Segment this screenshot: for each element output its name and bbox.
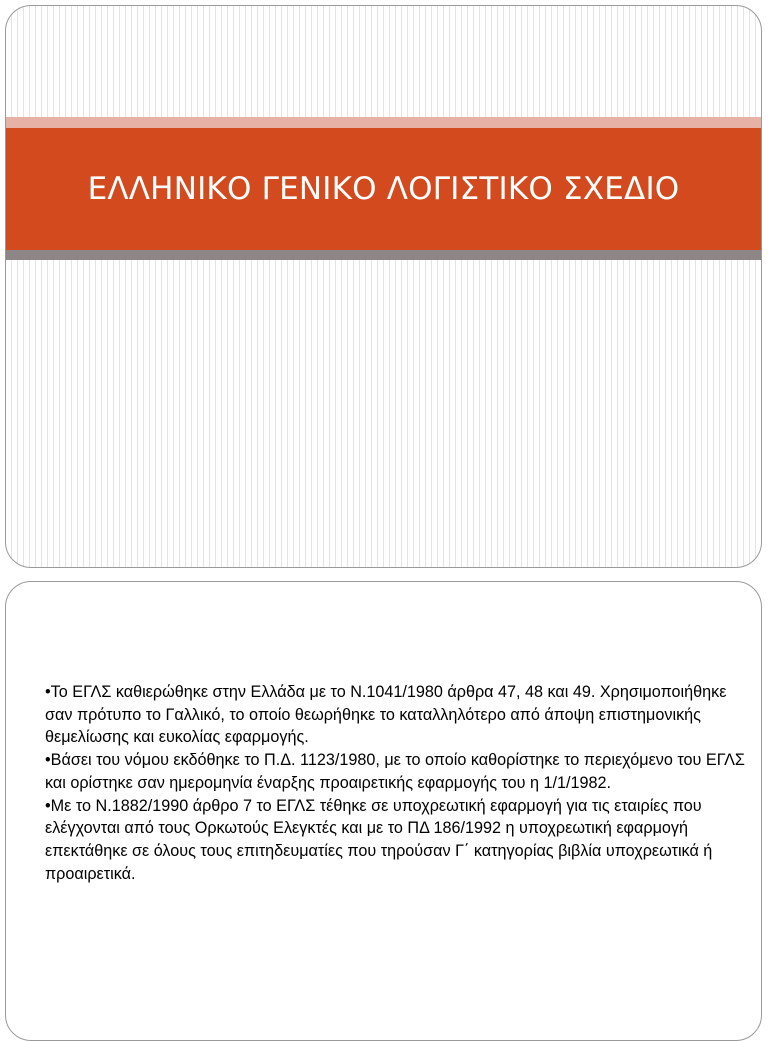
body-paragraph: •Βάσει του νόμου εκδόθηκε το Π.Δ. 1123/1980, με το οποίο καθορίστηκε το περιεχόμενο του ΕΓΛΣ και ορίστηκε σαν ημερομηνία έναρξης προαιρετικής εφαρμογής του η 1/1/1982. (45, 751, 745, 792)
content-slide (5, 581, 762, 1041)
slide-title: ΕΛΛΗΝΙΚΟ ΓΕΝΙΚΟ ΛΟΓΙΣΤΙΚΟ ΣΧΕΔΙΟ (87, 171, 680, 207)
slide-body-text (45, 681, 745, 885)
title-band-bottom-stripe (6, 250, 761, 260)
body-paragraph: •Με το Ν.1882/1990 άρθρο 7 το ΕΓΛΣ τέθηκε σε υποχρεωτική εφαρμογή για τις εταιρίες που ελέγχονται από τους Ορκωτούς Ελεγκτές και με το ΠΔ 186/1992 η υποχρεωτική εφαρμογή επεκτάθηκε σε όλους τους επιτηδευματίες που τηρούσαν Γ΄ κατηγορίας βιβλία υποχρεωτικά ή προαιρετικά. (45, 796, 713, 883)
title-band (6, 128, 761, 250)
title-band-top-stripe (6, 117, 761, 128)
title-slide (5, 5, 762, 568)
body-paragraph: •Το ΕΓΛΣ καθιερώθηκε στην Ελλάδα με το Ν.1041/1980 άρθρα 47, 48 και 49. Χρησιμοποιήθηκε σαν πρότυπο το Γαλλικό, το οποίο θεωρήθηκε το καταλληλότερο από άποψη επιστημονικής θεμελίωσης και ευκολίας εφαρμογής. (45, 683, 727, 747)
